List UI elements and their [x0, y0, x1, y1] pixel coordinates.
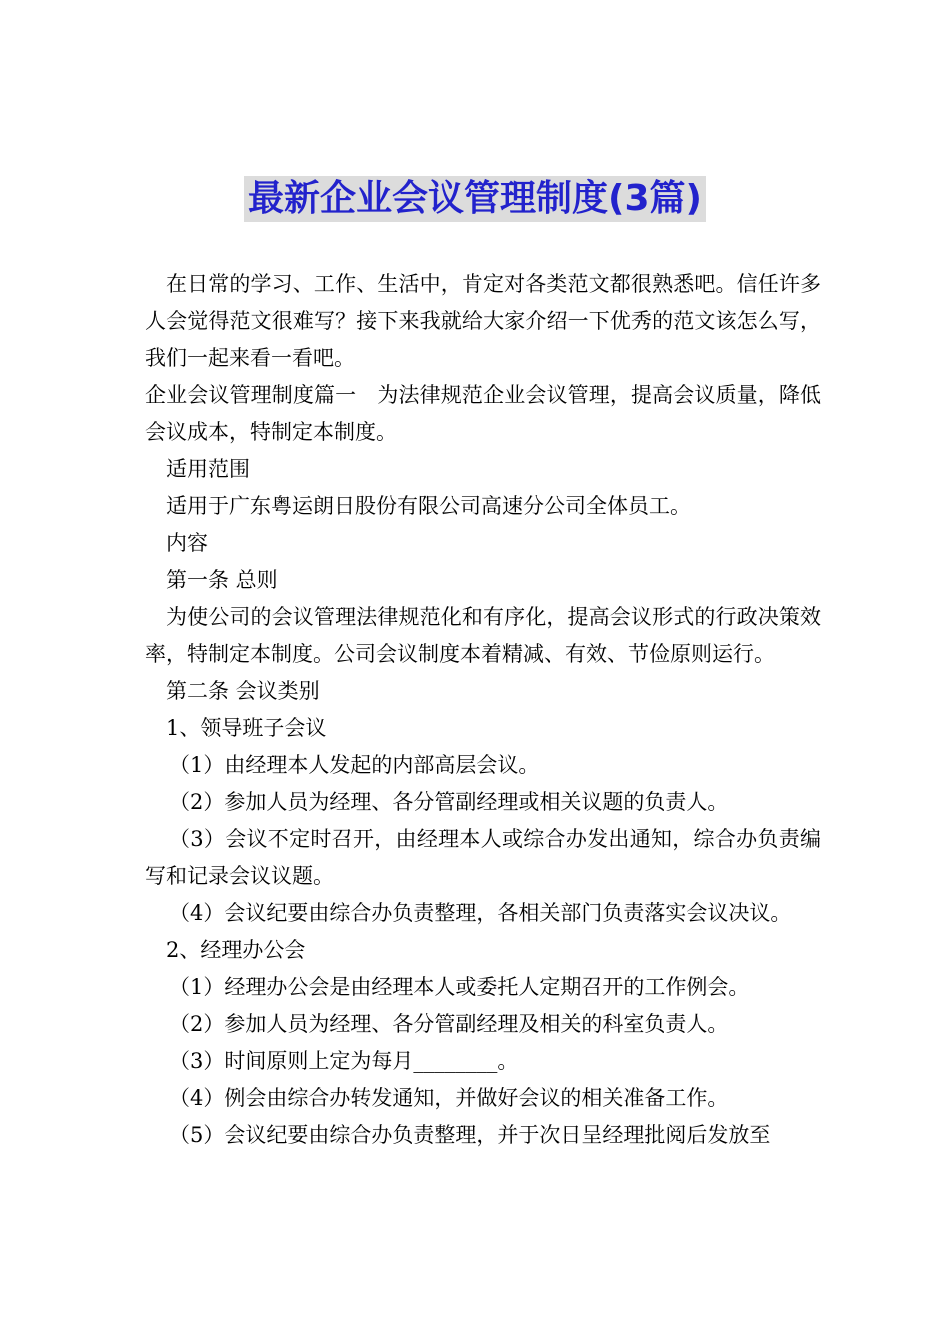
list-item: （4）会议纪要由综合办负责整理，各相关部门负责落实会议决议。: [169, 901, 792, 925]
list-item: （3）会议不定时召开，由经理本人或综合办发出通知，综合办负责编写和记录会议议题。: [145, 827, 821, 888]
document-title: 最新企业会议管理制度(3篇): [244, 176, 706, 222]
list-item: （3）时间原则上定为每月________。: [169, 1049, 519, 1073]
paragraph: 为使公司的会议管理法律规范化和有序化，提高会议形式的行政决策效率，特制定本制度。公司会议制度本着精减、有效、节俭原则运行。: [145, 605, 821, 666]
paragraph: 适用于广东粤运朗日股份有限公司高速分公司全体员工。: [166, 494, 691, 518]
section-heading: 适用范围: [166, 457, 250, 481]
article-heading: 第一条 总则: [166, 568, 278, 592]
list-item: （2）参加人员为经理、各分管副经理及相关的科室负责人。: [169, 1012, 729, 1036]
list-item: （2）参加人员为经理、各分管副经理或相关议题的负责人。: [169, 790, 729, 814]
numbered-heading: 2、经理办公会: [166, 938, 306, 962]
title-container: [0, 176, 950, 222]
article-heading: 第二条 会议类别: [166, 679, 320, 703]
list-item: （4）例会由综合办转发通知，并做好会议的相关准备工作。: [169, 1086, 729, 1110]
numbered-heading: 1、领导班子会议: [166, 716, 327, 740]
document-body: [145, 266, 821, 1154]
paragraph: 在日常的学习、工作、生活中，肯定对各类范文都很熟悉吧。信任许多人会觉得范文很难写？接下来我就给大家介绍一下优秀的范文该怎么写，我们一起来看一看吧。: [145, 272, 821, 370]
section-heading: 内容: [166, 531, 208, 555]
list-item: （5）会议纪要由综合办负责整理，并于次日呈经理批阅后发放至: [169, 1123, 771, 1147]
list-item: （1）由经理本人发起的内部高层会议。: [169, 753, 540, 777]
list-item: （1）经理办公会是由经理本人或委托人定期召开的工作例会。: [169, 975, 750, 999]
paragraph: 企业会议管理制度篇一 为法律规范企业会议管理，提高会议质量，降低会议成本，特制定本制度。: [145, 383, 821, 444]
